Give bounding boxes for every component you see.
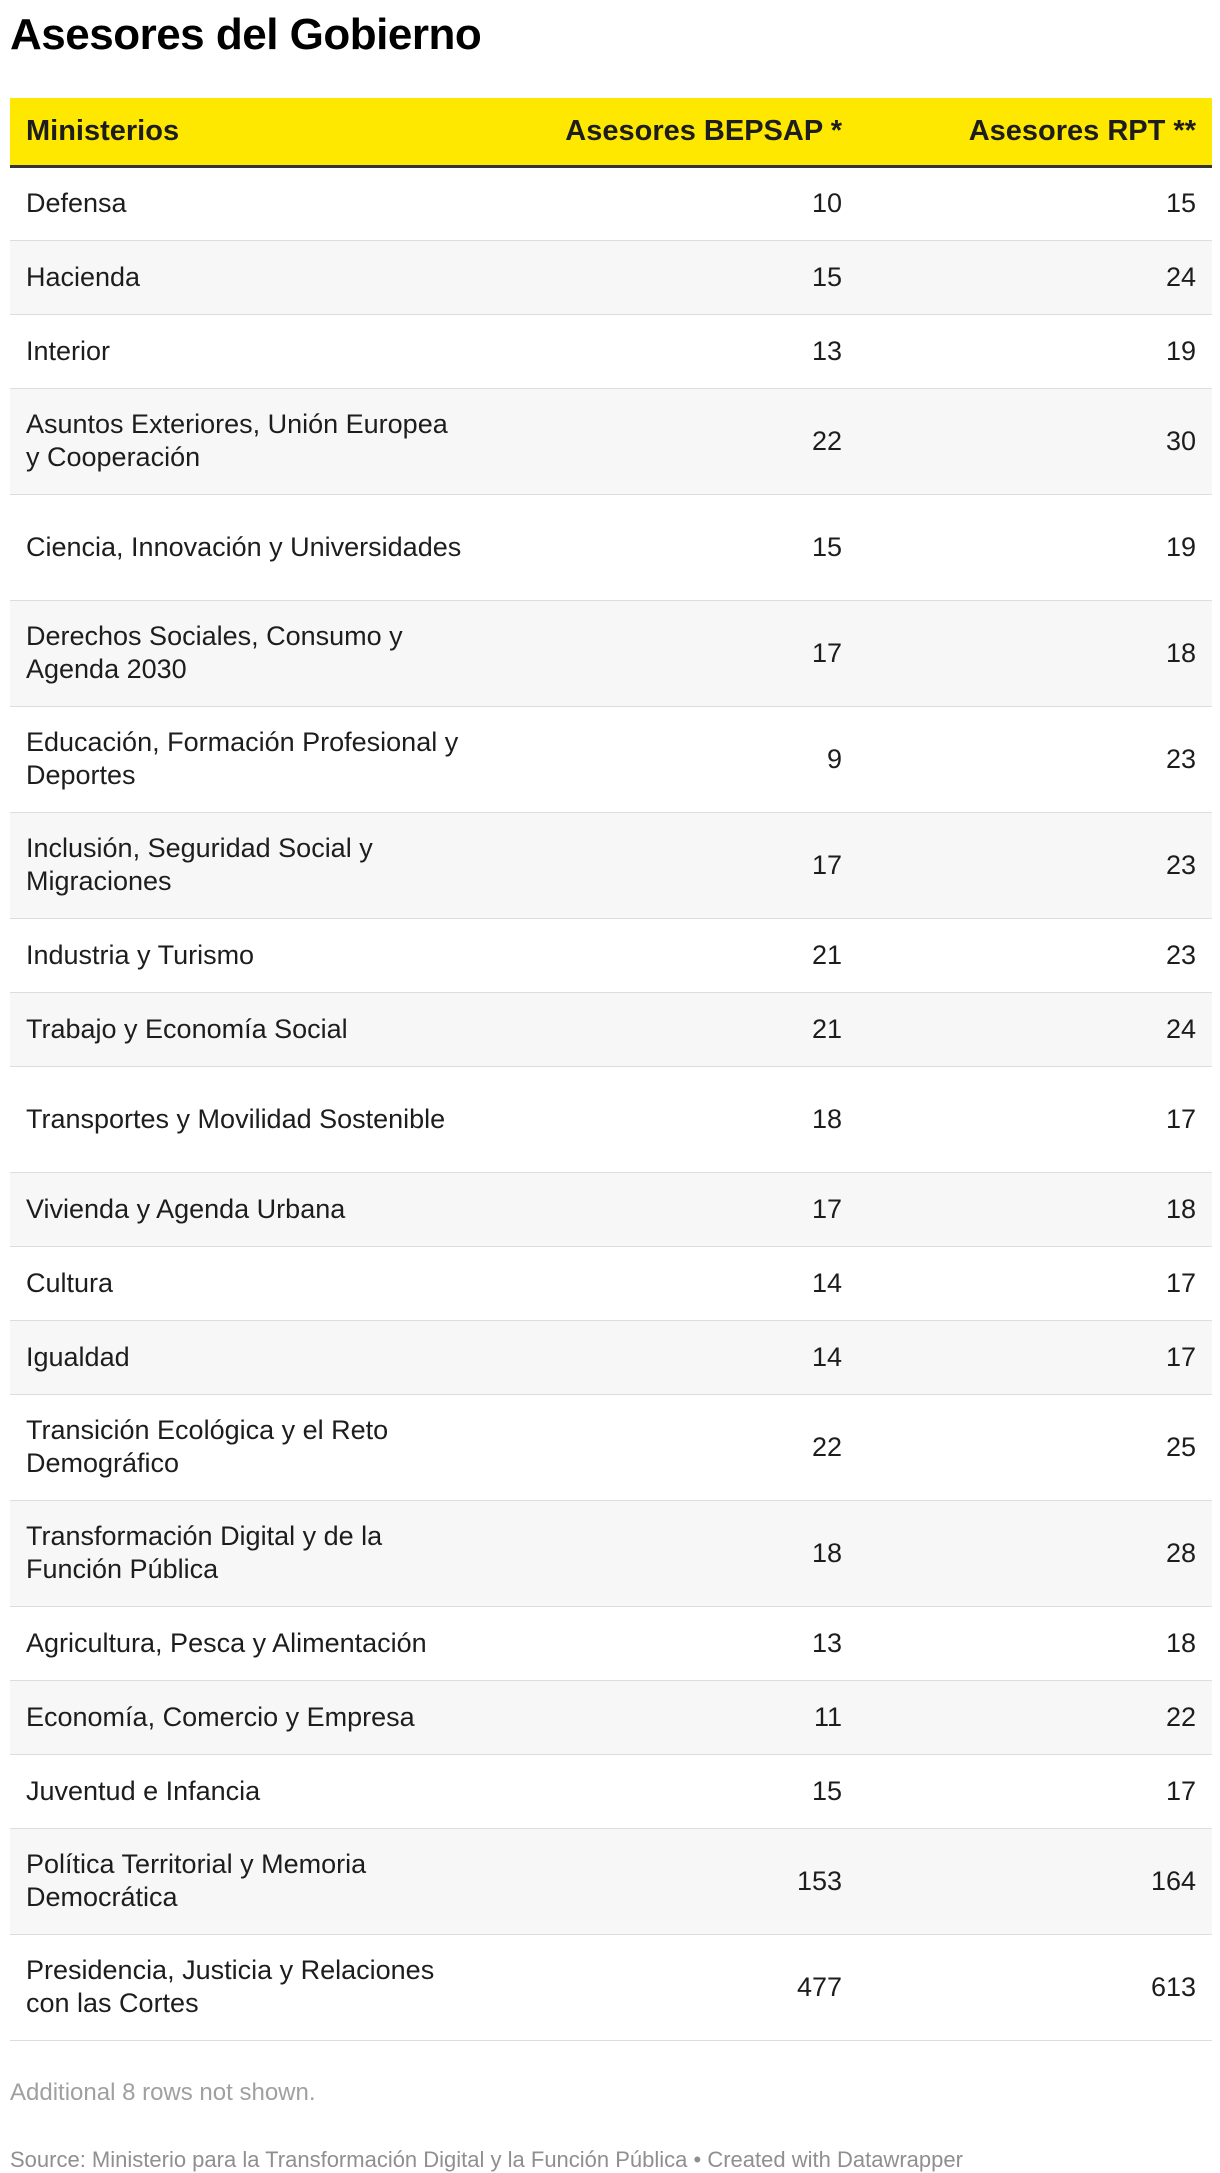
table-row xyxy=(10,1320,1212,1394)
ministry-name-cell: Economía, Comercio y Empresa xyxy=(10,1680,480,1754)
asesores-bepsap-cell: 13 xyxy=(480,1606,858,1680)
asesores-rpt-cell: 613 xyxy=(858,1934,1212,2040)
ministry-name-cell: Transición Ecológica y el Reto Demográfico xyxy=(10,1394,480,1500)
asesores-bepsap-cell: 10 xyxy=(480,166,858,240)
ministry-name-cell: Transportes y Movilidad Sostenible xyxy=(10,1066,480,1172)
ministry-name-cell: Trabajo y Economía Social xyxy=(10,992,480,1066)
rows-not-shown-note: Additional 8 rows not shown. xyxy=(10,2078,316,2106)
source-credit: Source: Ministerio para la Transformación Digital y la Función Pública • Created with Datawrapper xyxy=(10,2146,963,2172)
ministry-name-cell: Educación, Formación Profesional y Deportes xyxy=(10,706,480,812)
asesores-rpt-cell: 23 xyxy=(858,812,1212,918)
table-row xyxy=(10,1828,1212,1934)
asesores-bepsap-cell: 18 xyxy=(480,1500,858,1606)
asesores-bepsap-cell: 17 xyxy=(480,600,858,706)
ministry-name-cell: Política Territorial y Memoria Democrática xyxy=(10,1828,480,1934)
asesores-bepsap-cell: 11 xyxy=(480,1680,858,1754)
ministry-name-cell: Hacienda xyxy=(10,240,480,314)
asesores-rpt-cell: 22 xyxy=(858,1680,1212,1754)
table-row xyxy=(10,1066,1212,1172)
asesores-bepsap-cell: 22 xyxy=(480,1394,858,1500)
ministry-name-cell: Defensa xyxy=(10,166,480,240)
table-row xyxy=(10,1172,1212,1246)
table-body xyxy=(10,166,1212,2040)
asesores-bepsap-cell: 9 xyxy=(480,706,858,812)
asesores-rpt-cell: 164 xyxy=(858,1828,1212,1934)
ministry-name-cell: Igualdad xyxy=(10,1320,480,1394)
ministry-name-cell: Derechos Sociales, Consumo y Agenda 2030 xyxy=(10,600,480,706)
asesores-rpt-cell: 18 xyxy=(858,1606,1212,1680)
table-row xyxy=(10,1500,1212,1606)
ministry-name-cell: Transformación Digital y de la Función Pública xyxy=(10,1500,480,1606)
table-row xyxy=(10,166,1212,240)
asesores-bepsap-cell: 15 xyxy=(480,1754,858,1828)
ministries-table xyxy=(10,98,1212,2041)
table-header-row xyxy=(10,98,1212,166)
asesores-rpt-cell: 28 xyxy=(858,1500,1212,1606)
column-header-ministerios[interactable]: Ministerios xyxy=(10,98,480,166)
asesores-rpt-cell: 17 xyxy=(858,1066,1212,1172)
asesores-rpt-cell: 18 xyxy=(858,1172,1212,1246)
asesores-rpt-cell: 24 xyxy=(858,240,1212,314)
asesores-rpt-cell: 18 xyxy=(858,600,1212,706)
table-row xyxy=(10,992,1212,1066)
asesores-rpt-cell: 23 xyxy=(858,706,1212,812)
table-row xyxy=(10,918,1212,992)
asesores-bepsap-cell: 17 xyxy=(480,812,858,918)
ministry-name-cell: Asuntos Exteriores, Unión Europea y Cooperación xyxy=(10,388,480,494)
column-header-asesores-rpt[interactable]: Asesores RPT ** xyxy=(858,98,1212,166)
ministry-name-cell: Juventud e Infancia xyxy=(10,1754,480,1828)
ministry-name-cell: Ciencia, Innovación y Universidades xyxy=(10,494,480,600)
asesores-bepsap-cell: 477 xyxy=(480,1934,858,2040)
table-row xyxy=(10,812,1212,918)
asesores-rpt-cell: 19 xyxy=(858,494,1212,600)
asesores-rpt-cell: 19 xyxy=(858,314,1212,388)
ministry-name-cell: Presidencia, Justicia y Relaciones con las Cortes xyxy=(10,1934,480,2040)
ministry-name-cell: Inclusión, Seguridad Social y Migraciones xyxy=(10,812,480,918)
table-row xyxy=(10,1606,1212,1680)
asesores-bepsap-cell: 14 xyxy=(480,1320,858,1394)
datawrapper-table-widget xyxy=(10,0,1212,2173)
asesores-bepsap-cell: 13 xyxy=(480,314,858,388)
asesores-bepsap-cell: 15 xyxy=(480,494,858,600)
table-row xyxy=(10,1934,1212,2040)
ministry-name-cell: Interior xyxy=(10,314,480,388)
table-row xyxy=(10,1754,1212,1828)
asesores-rpt-cell: 23 xyxy=(858,918,1212,992)
asesores-bepsap-cell: 15 xyxy=(480,240,858,314)
asesores-bepsap-cell: 21 xyxy=(480,992,858,1066)
asesores-rpt-cell: 25 xyxy=(858,1394,1212,1500)
asesores-bepsap-cell: 18 xyxy=(480,1066,858,1172)
ministry-name-cell: Industria y Turismo xyxy=(10,918,480,992)
page-title: Asesores del Gobierno xyxy=(10,10,482,59)
asesores-bepsap-cell: 21 xyxy=(480,918,858,992)
table-row xyxy=(10,240,1212,314)
asesores-rpt-cell: 30 xyxy=(858,388,1212,494)
table-row xyxy=(10,1680,1212,1754)
asesores-bepsap-cell: 153 xyxy=(480,1828,858,1934)
table-row xyxy=(10,706,1212,812)
table-row xyxy=(10,1394,1212,1500)
table-row xyxy=(10,314,1212,388)
asesores-bepsap-cell: 22 xyxy=(480,388,858,494)
table-row xyxy=(10,600,1212,706)
table-row xyxy=(10,1246,1212,1320)
ministry-name-cell: Agricultura, Pesca y Alimentación xyxy=(10,1606,480,1680)
table-row xyxy=(10,494,1212,600)
ministry-name-cell: Vivienda y Agenda Urbana xyxy=(10,1172,480,1246)
column-header-asesores-bepsap[interactable]: Asesores BEPSAP * xyxy=(480,98,858,166)
table-row xyxy=(10,388,1212,494)
ministry-name-cell: Cultura xyxy=(10,1246,480,1320)
asesores-bepsap-cell: 14 xyxy=(480,1246,858,1320)
asesores-rpt-cell: 17 xyxy=(858,1320,1212,1394)
asesores-rpt-cell: 17 xyxy=(858,1246,1212,1320)
asesores-rpt-cell: 24 xyxy=(858,992,1212,1066)
asesores-rpt-cell: 17 xyxy=(858,1754,1212,1828)
table-header xyxy=(10,98,1212,166)
asesores-rpt-cell: 15 xyxy=(858,166,1212,240)
asesores-bepsap-cell: 17 xyxy=(480,1172,858,1246)
